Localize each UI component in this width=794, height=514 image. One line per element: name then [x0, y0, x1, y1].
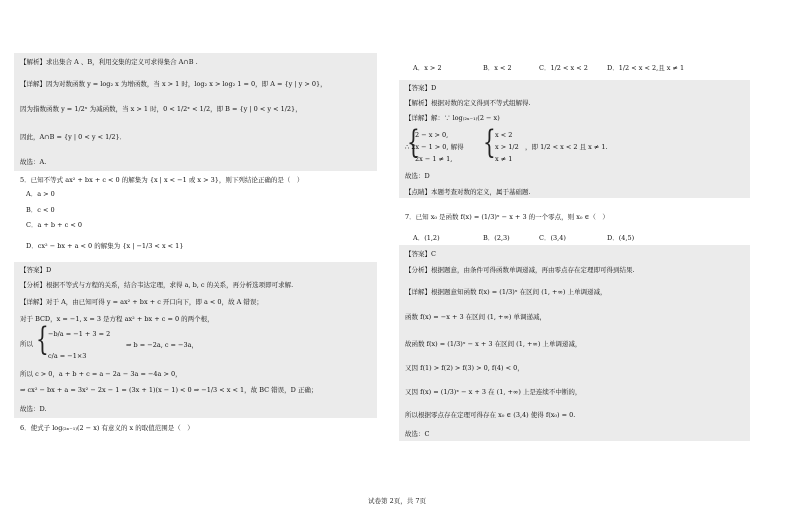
detail-line: 故函数 f(x) = (1/3)ˣ − x + 3 在区间 (1, +∞) 上单调递减， — [405, 340, 582, 348]
equation-line: 2x − 1 ≠ 1, — [415, 155, 453, 163]
detail-line: 因此，A∩B = {y | 0 < y < 1/2}． — [20, 133, 127, 141]
option-d: D．1/2 < x < 2,且 x ≠ 1 — [607, 64, 685, 72]
detail-line: 函数 f(x) = −x + 3 在区间 (1, +∞) 单调递减， — [405, 313, 547, 321]
detail-line: 【详解】对于 A，由已知可得 y = ax² + bx + c 开口向下，即 a < 0，故 A 错误； — [20, 298, 263, 306]
option-c: C．(3,4) — [539, 234, 566, 242]
detail-line: 所以根据零点存在定理可得存在 x₀ ∈ (3,4) 使得 f(x₀) = 0. — [405, 411, 576, 419]
detail-line: 因为指数函数 y = 1/2ˣ 为减函数，当 x > 1 时，0 < 1/2ˣ < 1/2，即 B = {y | 0 < y < 1/2}， — [20, 105, 302, 113]
equation-line: x > 1/2 — [495, 143, 519, 151]
analysis-line: 【分析】根据不等式与方程的关系，结合韦达定理，求得 a, b, c 的关系，再分析选项即可求解. — [20, 281, 294, 289]
option-c: C．a + b + c < 0 — [26, 221, 83, 229]
option-c: C．1/2 < x < 2 — [539, 64, 588, 72]
system-brace: { — [407, 122, 420, 162]
system-brace: { — [36, 319, 49, 359]
option-a: A．(1,2) — [413, 234, 440, 242]
choice-line: 故选：D — [405, 172, 430, 180]
equation-line: x ≠ 1 — [495, 155, 513, 163]
answer-line: 【答案】D — [20, 266, 52, 274]
system-brace: { — [483, 122, 496, 162]
option-a: A．x > 2 — [413, 64, 442, 72]
option-d: D．(4,5) — [607, 234, 635, 242]
question-5: 5．已知不等式 ax² + bx + c < 0 的解集为 {x | x < −1 或 x > 3}，则下列结论正确的是（ ） — [20, 176, 304, 184]
equation-line: ∴ 2x − 1 > 0, 解得 — [405, 143, 464, 151]
detail-line: 所以 — [20, 340, 33, 348]
choice-line: 故选：C — [405, 430, 430, 438]
detail-line: ⇒ cx² − bx + a = 3x² − 2x − 1 = (3x + 1)(x − 1) < 0 ⇒ −1/3 < x < 1，故 BC 错误，D 正确； — [20, 386, 318, 394]
detail-line: 【详解】根据题意知函数 f(x) = (1/3)ˣ 在区间 (1, +∞) 上单调递减， — [405, 288, 607, 296]
choice-line: 故选：D. — [20, 405, 47, 413]
equation-line: ⇒ b = −2a, c = −3a， — [126, 341, 199, 349]
question-6: 6．使式子 log₍₂ₓ₋₁₎(2 − x) 有意义的 x 的取值范围是（ ） — [20, 424, 194, 432]
solution-box-6 — [399, 80, 750, 198]
comment-line: 【点睛】本题考查对数的定义，属于基础题. — [405, 188, 531, 196]
option-b: B．x < 2 — [483, 64, 512, 72]
analysis-line: 【分析】根据题意，由条件可得函数单调递减，再由零点存在定理即可得到结果. — [405, 266, 635, 274]
option-d: D．cx² − bx + a < 0 的解集为 {x | −1/3 < x < 1} — [26, 242, 184, 250]
option-b: B．(2,3) — [483, 234, 510, 242]
detail-line: 又因 f(1) > f(2) > f(3) > 0, f(4) < 0， — [405, 364, 524, 372]
answer-line: 【答案】D — [405, 84, 437, 92]
detail-line: 所以 c > 0，a + b + c = a − 2a − 3a = −4a > 0， — [20, 370, 182, 378]
detail-line: 对于 BCD，x = −1, x = 3 是方程 ax² + bx + c = 0 的两个根， — [20, 315, 214, 323]
equation-line: x < 2 — [495, 131, 513, 139]
option-a: A．a > 0 — [26, 190, 55, 198]
answer-line: 【答案】C — [405, 250, 436, 258]
page-footer: 试卷第 2页，共 7页 — [368, 497, 426, 505]
equation-line: ，即 1/2 < x < 2 且 x ≠ 1. — [525, 143, 608, 151]
question-7: 7．已知 x₀ 是函数 f(x) = (1/3)ˣ − x + 3 的一个零点，则 x₀ ∈（ ） — [405, 213, 609, 221]
detail-line: 【详解】解：∵ log₍₂ₓ₋₁₎(2 − x) — [405, 114, 500, 122]
detail-line: 【详解】因为对数函数 y = log₂ x 为增函数，当 x > 1 时，log₂ x > log₂ 1 = 0，即 A = {y | y > 0}， — [20, 80, 327, 88]
choice-line: 故选：A. — [20, 158, 47, 166]
equation-line: c/a = −1×3 — [48, 352, 87, 360]
option-b: B．c < 0 — [26, 206, 55, 214]
analysis-line: 【解析】根据对数的定义得到不等式组解得. — [405, 99, 531, 107]
equation-line: 2 − x > 0, — [415, 131, 449, 139]
equation-line: −b/a = −1 + 3 = 2 — [48, 330, 111, 338]
detail-line: 又因 f(x) = (1/3)ˣ − x + 3 在 (1, +∞) 上是连续不中断的， — [405, 388, 582, 396]
analysis-line: 【解析】求出集合 A 、B，利用交集的定义可求得集合 A∩B . — [20, 58, 198, 66]
